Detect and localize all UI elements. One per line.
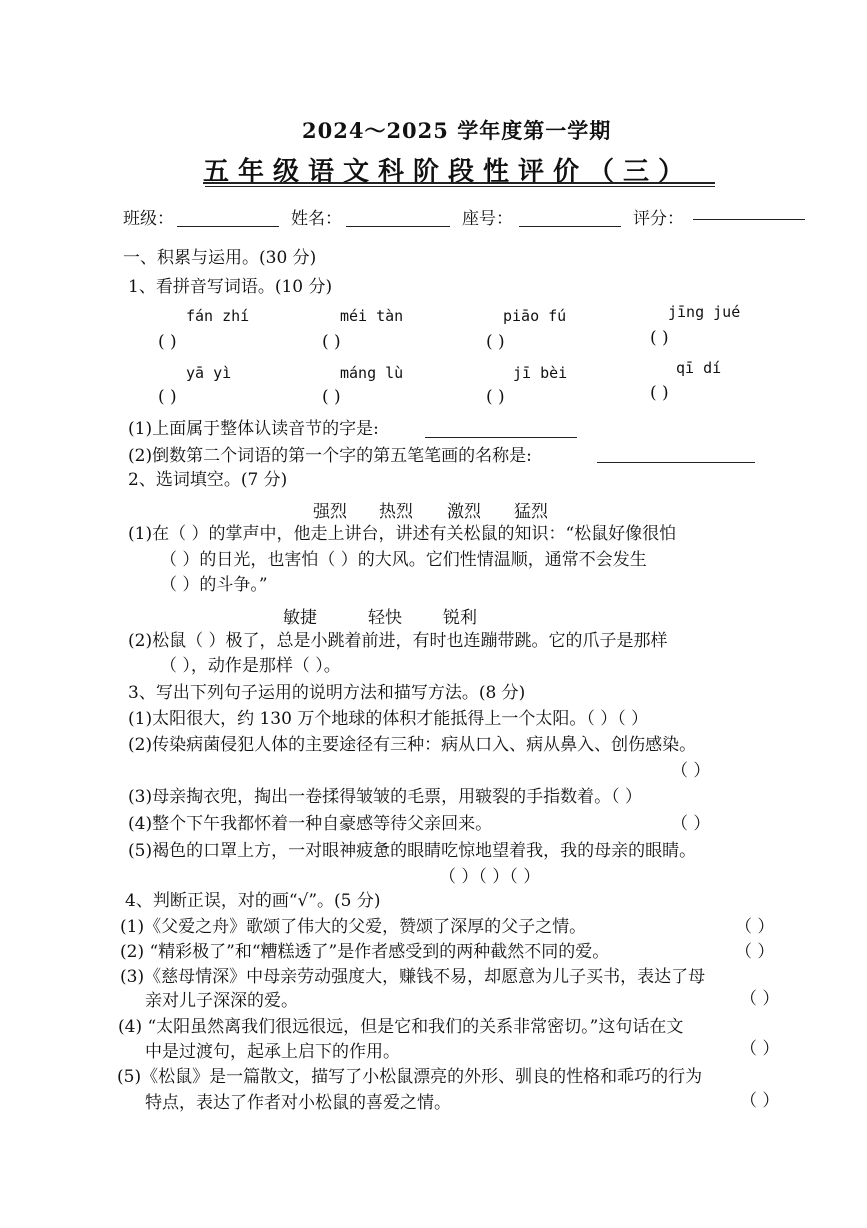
pinyin-8: qī dí	[676, 359, 722, 377]
q4-item-3-cont: 亲对儿子深深的爱。	[145, 991, 298, 1011]
q1-sub2-answer-line[interactable]	[597, 462, 755, 463]
q4-item-5: (5)《松鼠》是一篇散文，描写了小松鼠漂亮的外形、驯良的性格和乖巧的行为	[117, 1067, 703, 1087]
answer-blank-3[interactable]: ( )	[486, 332, 505, 352]
q3-item-5-answer[interactable]: （ ）（ ）（ ）	[439, 867, 541, 887]
q3-item-4: (4)整个下午我都怀着一种自豪感等待父亲回来。	[128, 814, 493, 834]
q3-item-5: (5)褐色的口罩上方，一对眼神疲惫的眼睛吃惊地望着我，我的母亲的眼睛。	[128, 841, 697, 861]
pinyin-5: yā yì	[186, 364, 232, 382]
pinyin-6: máng lù	[340, 364, 404, 382]
answer-blank-6[interactable]: ( )	[322, 387, 341, 407]
q4-title: 4、判断正误，对的画“√”。(5 分)	[125, 891, 381, 911]
score-label: 评分：	[633, 209, 684, 229]
q2-word-bank-1	[313, 497, 548, 522]
pinyin-7: jī bèi	[513, 364, 568, 382]
q4-item-2-answer[interactable]: （ ）	[735, 942, 775, 962]
answer-blank-8[interactable]: ( )	[650, 383, 669, 403]
answer-blank-7[interactable]: ( )	[486, 387, 505, 407]
q1-sub1: (1)上面属于整体认读音节的字是:	[128, 419, 379, 439]
q2-s1-line2: （ ）的日光，也害怕（ ）的大风。它们性情温顺，通常不会发生	[160, 550, 647, 570]
answer-blank-5[interactable]: ( )	[158, 387, 177, 407]
pinyin-2: méi tàn	[340, 307, 404, 325]
q2-s2-line2: （ ），动作是那样（ ）。	[160, 656, 341, 676]
title-underline-1	[203, 182, 715, 184]
q2-s1-line1: (1)在（ ）的掌声中，他走上讲台，讲述有关松鼠的知识：“松鼠好像很怕	[128, 524, 677, 544]
word-option: 敏捷	[283, 608, 317, 628]
title-underline-2	[205, 186, 715, 187]
school-year: 2024～2025 学年度第一学期	[302, 118, 612, 143]
name-label: 姓名：	[291, 209, 342, 229]
score-field[interactable]	[693, 219, 805, 220]
q3-item-1: (1)太阳很大，约 130 万个地球的体积才能抵得上一个太阳。（ ）（ ）	[128, 709, 649, 729]
page-title: 五年级语文科阶段性评价（三）	[203, 157, 694, 187]
word-option: 强烈	[313, 502, 347, 522]
q4-item-4: (4) “太阳虽然离我们很远很远，但是它和我们的关系非常密切。”这句话在文	[118, 1017, 684, 1037]
q4-item-1: (1)《父爱之舟》歌颂了伟大的父爱，赞颂了深厚的父子之情。	[120, 917, 587, 937]
q1-sub2: (2)倒数第二个词语的第一个字的第五笔笔画的名称是:	[128, 446, 532, 466]
pinyin-3: piāo fú	[503, 307, 567, 325]
name-field[interactable]	[346, 226, 450, 227]
answer-blank-4[interactable]: ( )	[650, 328, 669, 348]
q4-item-4-answer[interactable]: （ ）	[740, 1039, 780, 1059]
q3-item-4-answer[interactable]: （ ）	[671, 814, 711, 834]
pinyin-4: jīng jué	[668, 303, 741, 321]
q3-item-2: (2)传染病菌侵犯人体的主要途径有三种：病从口入、病从鼻入、创伤感染。	[128, 735, 697, 755]
pinyin-1: fán zhí	[186, 307, 250, 325]
word-option: 热烈	[379, 502, 413, 522]
answer-blank-2[interactable]: ( )	[322, 332, 341, 352]
answer-blank-1[interactable]: ( )	[158, 332, 177, 352]
q2-word-bank-2	[283, 603, 477, 628]
q2-s1-line3: （ ）的斗争。”	[160, 575, 268, 595]
q2-s2-line1: (2)松鼠（ ）极了，总是小跳着前进，有时也连蹦带跳。它的爪子是那样	[128, 631, 668, 651]
q2-title: 2、选词填空。(7 分)	[128, 470, 288, 490]
q4-item-3-answer[interactable]: （ ）	[740, 989, 780, 1009]
word-option: 轻快	[368, 608, 402, 628]
class-label: 班级：	[123, 209, 174, 229]
q1-sub1-answer-line[interactable]	[425, 437, 577, 438]
class-field[interactable]	[177, 226, 279, 227]
q3-item-3: (3)母亲掏衣兜，掏出一卷揉得皱皱的毛票，用皲裂的手指数着。（ ）	[128, 787, 642, 807]
q4-item-5-cont: 特点，表达了作者对小松鼠的喜爱之情。	[145, 1093, 451, 1113]
q4-item-3: (3)《慈母情深》中母亲劳动强度大，赚钱不易，却愿意为儿子买书，表达了母	[120, 967, 706, 987]
q4-item-2: (2) “精彩极了”和“糟糕透了”是作者感受到的两种截然不同的爱。	[120, 942, 610, 962]
q1-title: 1、看拼音写词语。(10 分)	[128, 277, 333, 297]
section-heading: 一、积累与运用。(30 分)	[123, 248, 317, 268]
seat-field[interactable]	[519, 226, 621, 227]
q4-item-4-cont: 中是过渡句，起承上启下的作用。	[145, 1042, 400, 1062]
q3-title: 3、写出下列句子运用的说明方法和描写方法。(8 分)	[128, 683, 526, 703]
q3-item-2-answer[interactable]: （ ）	[671, 761, 711, 781]
word-option: 猛烈	[514, 502, 548, 522]
q4-item-1-answer[interactable]: （ ）	[735, 917, 775, 937]
q4-item-5-answer[interactable]: （ ）	[740, 1091, 780, 1111]
word-option: 锐利	[443, 608, 477, 628]
seat-label: 座号：	[462, 209, 513, 229]
word-option: 激烈	[447, 502, 481, 522]
